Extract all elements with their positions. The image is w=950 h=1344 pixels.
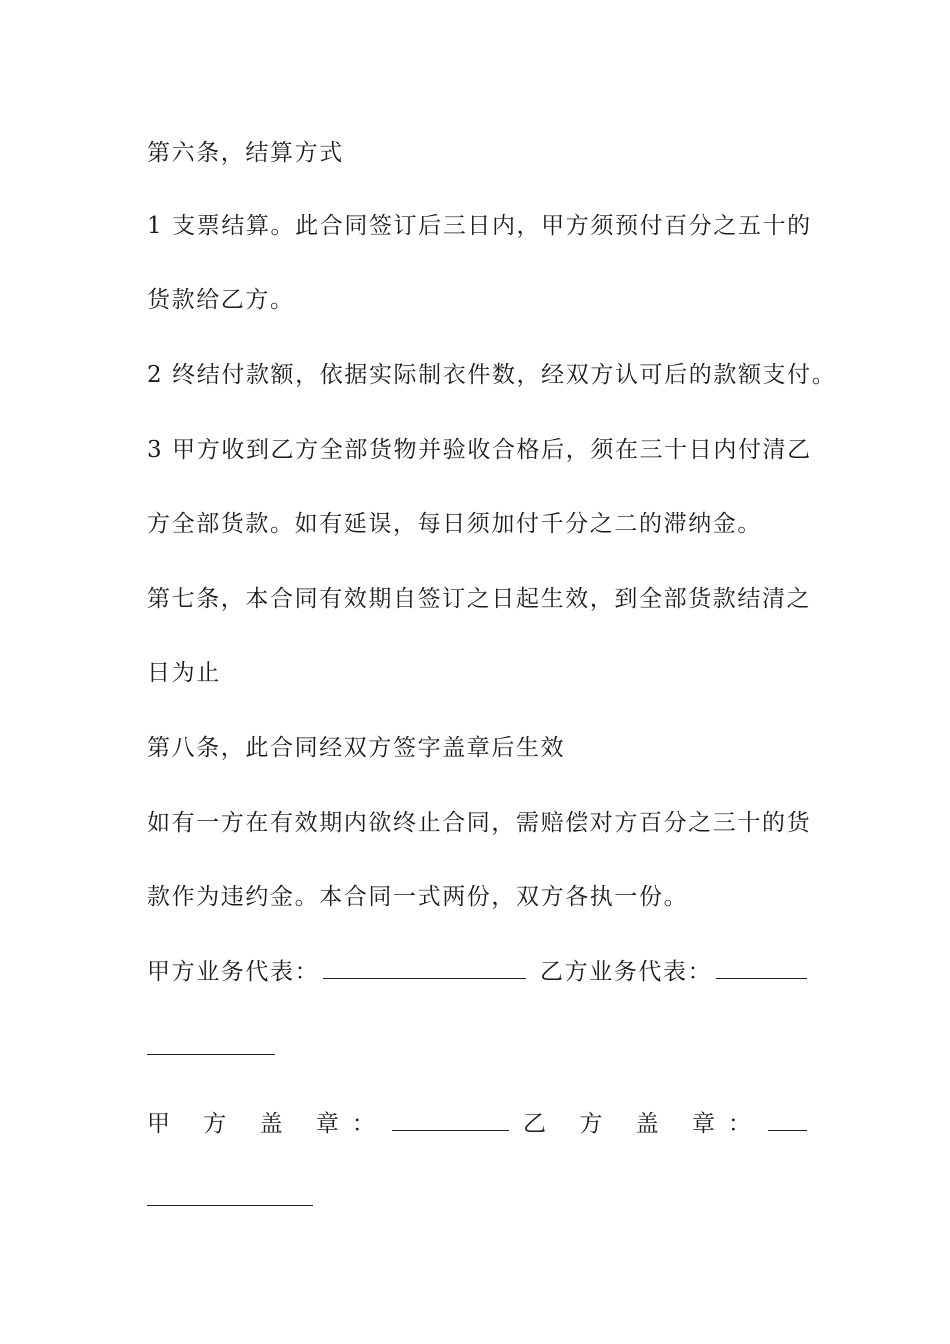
- article-8-heading: 第八条，此合同经双方签字盖章后生效: [147, 735, 566, 761]
- party-b-seal-label: 乙 方 盖 章：: [523, 1111, 764, 1137]
- representative-signature-row: [147, 957, 807, 987]
- termination-line-2: 款作为违约金。本合同一式两份，双方各执一份。: [147, 884, 689, 910]
- clause-6-3-line-2: 方全部货款。如有延误，每日须加付千分之二的滞纳金。: [147, 511, 762, 537]
- seal-signature-row: [147, 1109, 807, 1139]
- article-6-heading: 第六条，结算方式: [147, 140, 344, 166]
- clause-6-1-line-1: 1 支票结算。此合同签订后三日内，甲方须预付百分之五十的: [147, 213, 812, 239]
- party-a-seal-blank[interactable]: [392, 1112, 509, 1131]
- clause-6-1-line-2: 货款给乙方。: [147, 287, 295, 313]
- party-a-seal-label: 甲 方 盖 章：: [147, 1111, 388, 1137]
- party-b-seal-blank-continued[interactable]: [147, 1204, 313, 1206]
- article-7-line-2: 日为止: [147, 660, 221, 686]
- party-b-rep-blank-continued[interactable]: [147, 1053, 275, 1055]
- clause-6-3-line-1: 3 甲方收到乙方全部货物并验收合格后，须在三十日内付清乙: [147, 437, 812, 463]
- party-b-seal-blank[interactable]: [768, 1112, 807, 1131]
- party-b-rep-label: 乙方业务代表：: [540, 959, 713, 985]
- clause-6-2: 2 终结付款额，依据实际制衣件数，经双方认可后的款额支付。: [147, 362, 837, 388]
- party-b-rep-blank[interactable]: [716, 960, 807, 979]
- termination-line-1: 如有一方在有效期内欲终止合同，需赔偿对方百分之三十的货: [147, 810, 812, 836]
- party-a-rep-blank[interactable]: [323, 960, 526, 979]
- party-a-rep-label: 甲方业务代表：: [147, 959, 320, 985]
- article-7-line-1: 第七条，本合同有效期自签订之日起生效，到全部货款结清之: [147, 586, 812, 612]
